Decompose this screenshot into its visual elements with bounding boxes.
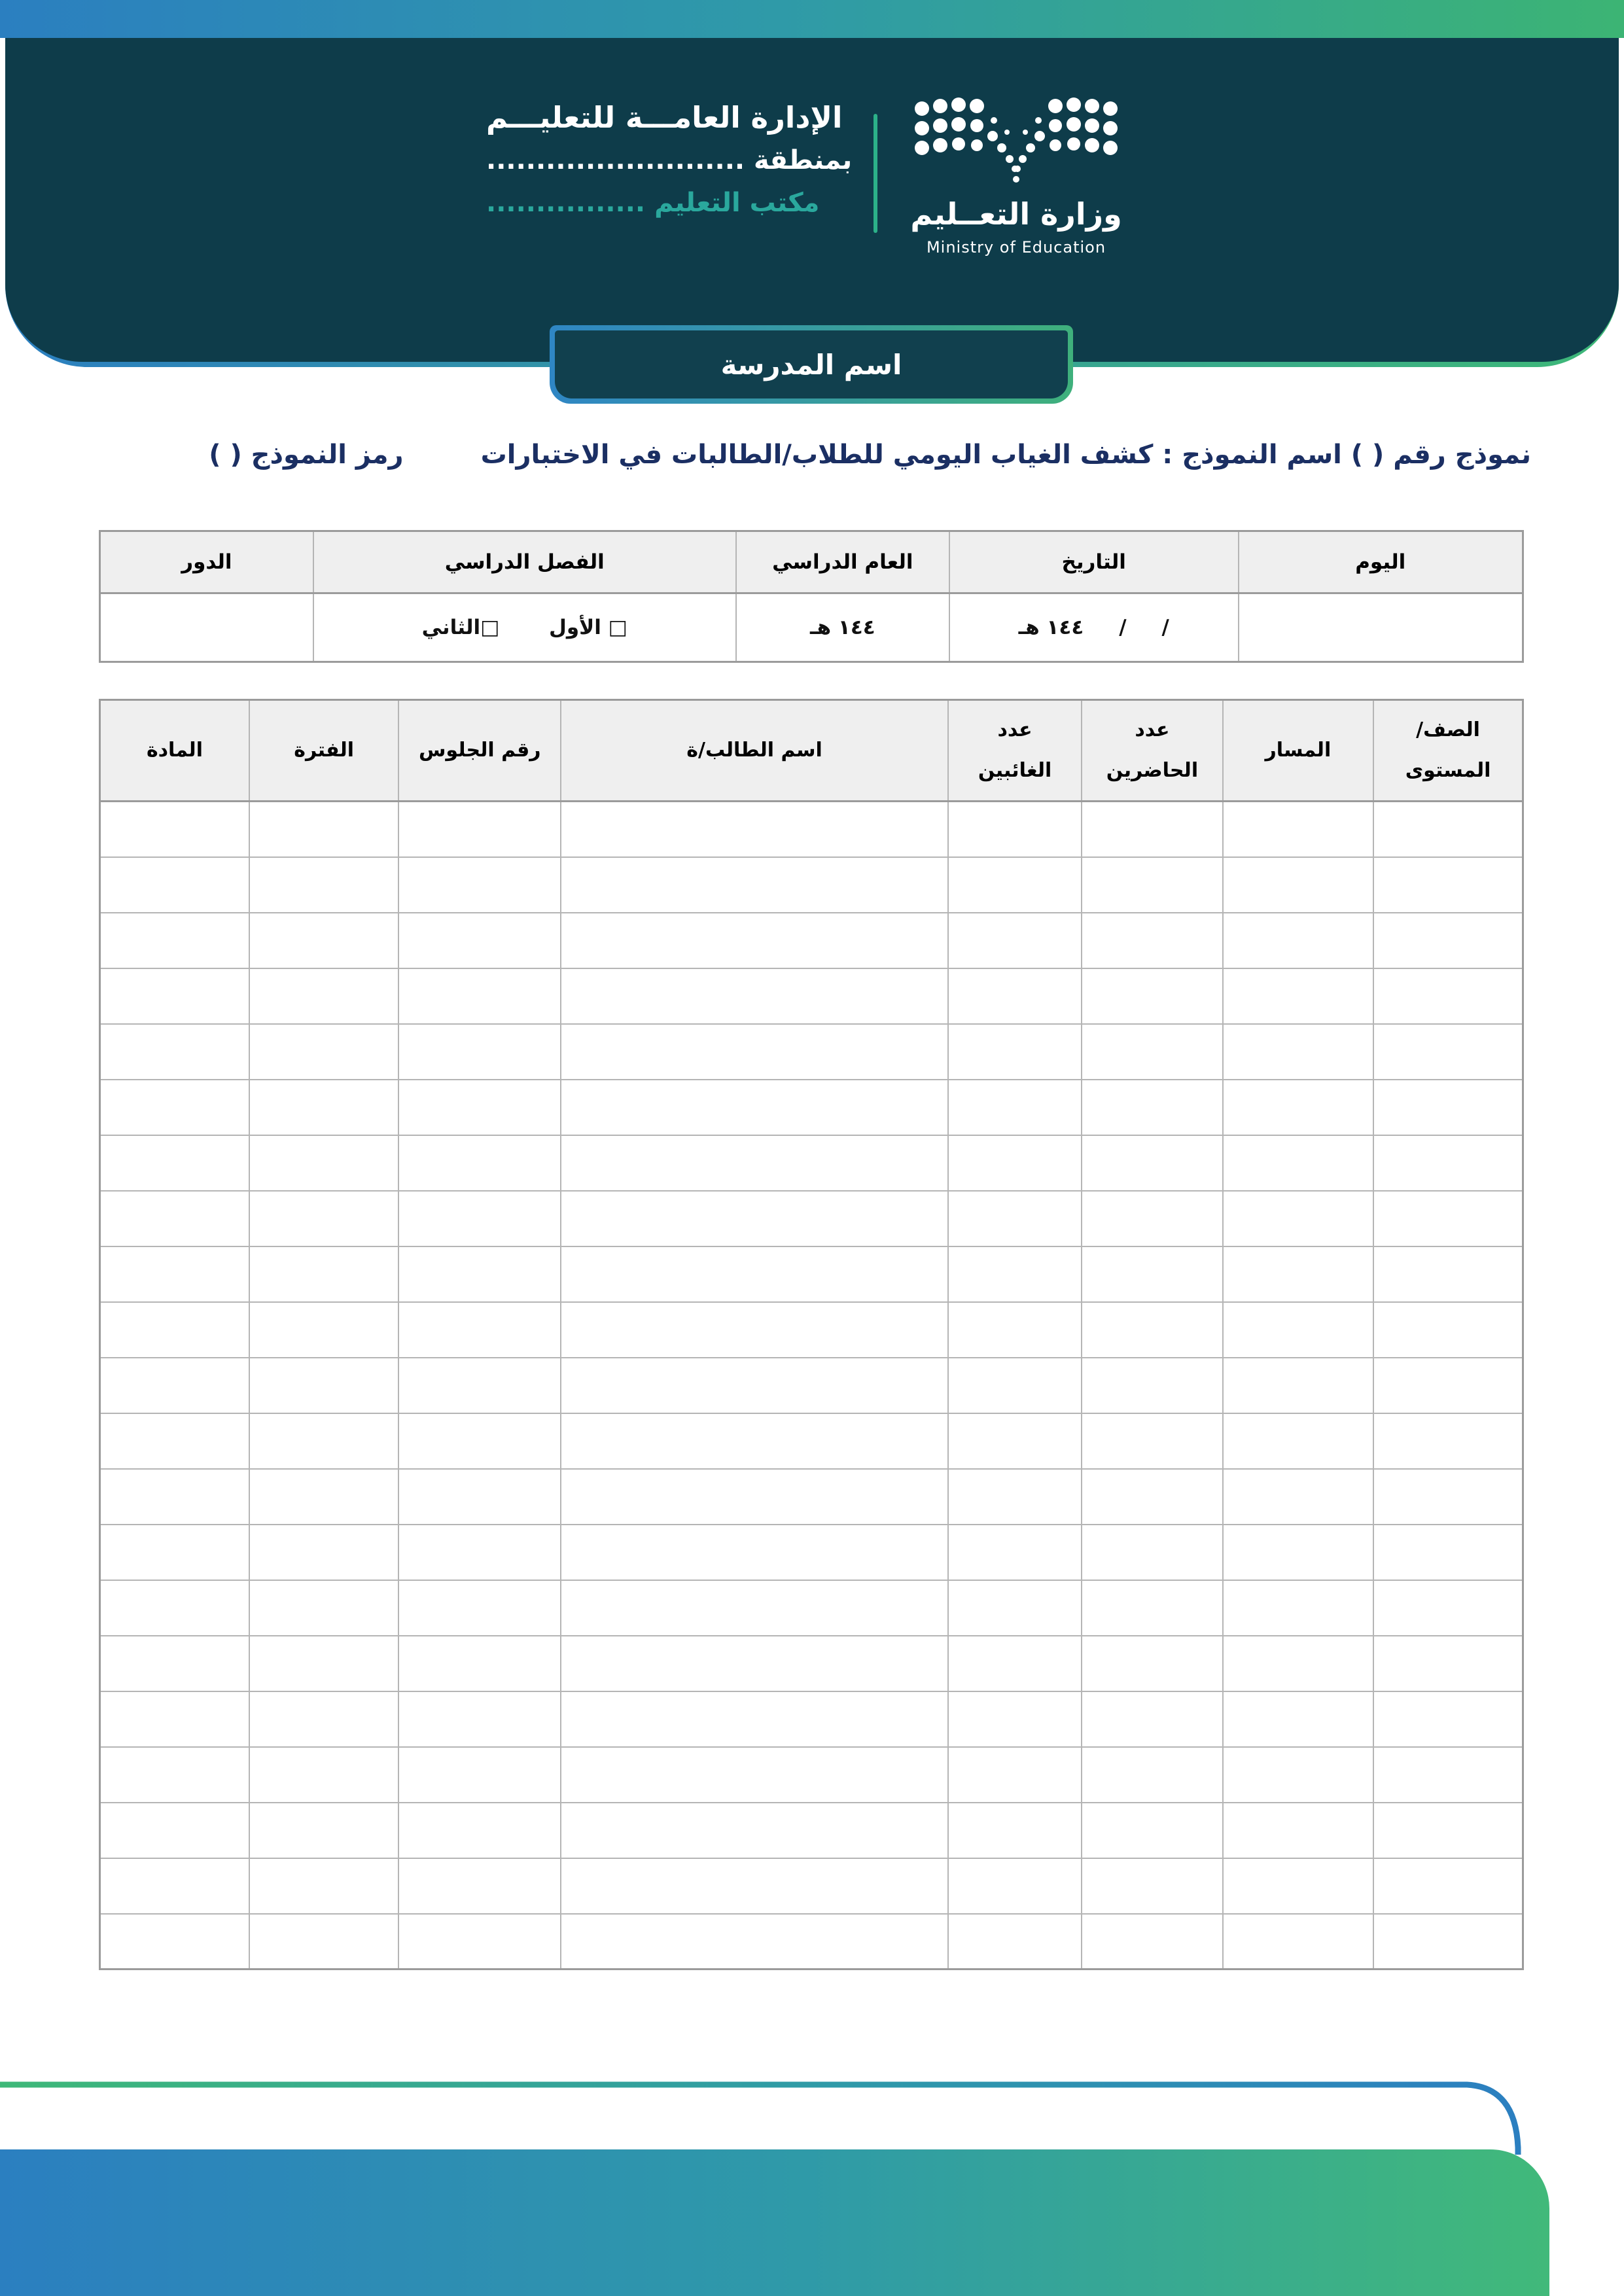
fill-in-cell[interactable] (1373, 1747, 1523, 1803)
fill-in-cell[interactable] (948, 1636, 1082, 1691)
fill-in-cell[interactable] (948, 802, 1082, 857)
fill-in-cell[interactable] (100, 1747, 249, 1803)
fill-in-cell[interactable] (561, 1080, 948, 1135)
fill-in-cell[interactable] (1082, 1636, 1222, 1691)
fill-in-cell[interactable] (1082, 1413, 1222, 1469)
fill-in-cell[interactable] (100, 1024, 249, 1080)
table-row (100, 593, 1523, 662)
header-panel-border (5, 38, 1619, 367)
fill-in-cell[interactable] (249, 1636, 398, 1691)
table-row (100, 1191, 1523, 1246)
table-row (100, 1246, 1523, 1302)
fill-in-cell[interactable] (398, 1246, 561, 1302)
fill-in-cell[interactable] (948, 1302, 1082, 1358)
fill-in-cell[interactable] (561, 1191, 948, 1246)
fill-in-cell[interactable] (1223, 1525, 1374, 1580)
table-row (100, 1358, 1523, 1413)
fill-in-cell[interactable] (1373, 968, 1523, 1024)
column-header: عدد الحاضرين (1082, 700, 1222, 802)
fill-in-cell[interactable] (100, 1413, 249, 1469)
fill-in-cell[interactable] (1082, 1358, 1222, 1413)
fill-in-cell[interactable] (100, 1580, 249, 1636)
column-header: الدور (100, 531, 313, 593)
fill-in-cell[interactable] (948, 1358, 1082, 1413)
fill-in-cell[interactable] (1223, 1024, 1374, 1080)
fill-in-cell[interactable] (398, 857, 561, 913)
fill-in-cell[interactable] (1373, 1636, 1523, 1691)
fill-in-cell[interactable] (100, 1803, 249, 1858)
fill-in-cell[interactable] (1082, 1135, 1222, 1191)
column-header: المادة (100, 700, 249, 802)
table-row (100, 1525, 1523, 1580)
table-row (100, 968, 1523, 1024)
fill-in-cell[interactable] (948, 913, 1082, 968)
fill-in-cell[interactable] (1082, 1191, 1222, 1246)
table-row (100, 1080, 1523, 1135)
fill-in-cell[interactable] (1373, 1914, 1523, 1969)
fill-in-cell[interactable] (100, 1525, 249, 1580)
top-gradient-bar (0, 0, 1624, 38)
fill-in-cell[interactable] (398, 1191, 561, 1246)
fill-in-cell[interactable] (561, 1580, 948, 1636)
fill-in-cell[interactable] (1373, 1469, 1523, 1525)
fill-in-cell[interactable] (1373, 1246, 1523, 1302)
ministry-logo-block (894, 96, 1138, 256)
fill-in-cell[interactable] (1223, 1914, 1374, 1969)
fill-in-cell[interactable] (1223, 913, 1374, 968)
table-row (100, 913, 1523, 968)
table-row (100, 1914, 1523, 1969)
fill-in-cell[interactable] (249, 1413, 398, 1469)
form-code-text: رمز النموذج ( ) (209, 440, 404, 470)
table-row (100, 1636, 1523, 1691)
fill-in-cell[interactable] (1223, 1636, 1374, 1691)
fill-in-cell[interactable] (1223, 1858, 1374, 1914)
fill-in-cell[interactable] (561, 802, 948, 857)
fill-in-cell[interactable] (1373, 1135, 1523, 1191)
fill-in-cell[interactable]: ١٤٤ هـ (736, 593, 949, 662)
fill-in-cell[interactable] (398, 1914, 561, 1969)
fill-in-cell[interactable] (1373, 857, 1523, 913)
fill-in-cell[interactable] (249, 1858, 398, 1914)
fill-in-cell[interactable] (1223, 1469, 1374, 1525)
column-header: الصف/ المستوى (1373, 700, 1523, 802)
fill-in-cell[interactable] (948, 1803, 1082, 1858)
fill-in-cell[interactable] (398, 1135, 561, 1191)
column-header: الفترة (249, 700, 398, 802)
fill-in-cell[interactable] (398, 1358, 561, 1413)
fill-in-cell[interactable] (249, 1302, 398, 1358)
form-name-text: نموذج رقم ( ) اسم النموذج : كشف الغياب اليومي للطلاب/الطالبات في الاختبارات (480, 440, 1531, 470)
table-row (100, 1580, 1523, 1636)
fill-in-cell[interactable] (1373, 1858, 1523, 1914)
fill-in-cell[interactable] (1373, 1580, 1523, 1636)
fill-in-cell[interactable] (948, 1024, 1082, 1080)
table-row (100, 1858, 1523, 1914)
fill-in-cell[interactable] (1082, 1858, 1222, 1914)
fill-in-cell[interactable] (561, 1803, 948, 1858)
table-row (100, 1024, 1523, 1080)
region-line (486, 139, 856, 182)
fill-in-cell[interactable] (249, 1525, 398, 1580)
fill-in-cell[interactable] (100, 593, 313, 662)
fill-in-cell[interactable] (948, 1580, 1082, 1636)
fill-in-cell[interactable] (1223, 802, 1374, 857)
table-row (100, 1803, 1523, 1858)
fill-in-cell[interactable] (1373, 1024, 1523, 1080)
fill-in-cell[interactable] (1082, 968, 1222, 1024)
header-row (100, 700, 1523, 802)
fill-in-cell[interactable] (561, 1914, 948, 1969)
fill-in-cell[interactable] (100, 1691, 249, 1747)
fill-in-cell[interactable] (100, 1636, 249, 1691)
school-name-label: اسم المدرسة (720, 348, 902, 381)
fill-in-cell[interactable] (249, 1914, 398, 1969)
fill-in-cell[interactable] (398, 968, 561, 1024)
table-row (100, 802, 1523, 857)
fill-in-cell[interactable] (249, 1080, 398, 1135)
fill-in-cell[interactable] (948, 857, 1082, 913)
fill-in-cell[interactable] (561, 913, 948, 968)
fill-in-cell[interactable] (948, 1413, 1082, 1469)
fill-in-cell[interactable] (1373, 1691, 1523, 1747)
fill-in-cell[interactable] (398, 1691, 561, 1747)
column-header: التاريخ (949, 531, 1239, 593)
fill-in-cell[interactable] (100, 1080, 249, 1135)
fill-in-cell[interactable] (100, 802, 249, 857)
table-row (100, 1691, 1523, 1747)
fill-in-cell[interactable] (561, 1358, 948, 1413)
ministry-title-arabic: وزارة التعــليم (910, 196, 1122, 232)
footer-outline-curve (0, 2081, 1531, 2156)
fill-in-cell[interactable] (948, 1191, 1082, 1246)
fill-in-cell[interactable] (561, 1691, 948, 1747)
fill-in-cell[interactable] (1373, 1413, 1523, 1469)
header-panel (5, 38, 1619, 362)
fill-in-cell[interactable] (100, 1246, 249, 1302)
fill-in-cell[interactable] (1082, 1525, 1222, 1580)
fill-in-cell[interactable] (1082, 802, 1222, 857)
fill-in-cell[interactable] (1223, 1080, 1374, 1135)
fill-in-cell[interactable] (561, 1636, 948, 1691)
fill-in-cell[interactable] (561, 1469, 948, 1525)
fill-in-cell[interactable] (398, 1413, 561, 1469)
fill-in-cell[interactable] (1223, 1191, 1374, 1246)
fill-in-cell[interactable] (398, 913, 561, 968)
ministry-title-english: Ministry of Education (926, 238, 1106, 256)
fill-in-cell[interactable] (1082, 1469, 1222, 1525)
fill-in-cell[interactable] (249, 857, 398, 913)
fill-in-cell[interactable] (1373, 1080, 1523, 1135)
table-row (100, 1747, 1523, 1803)
fill-in-cell[interactable] (100, 1358, 249, 1413)
fill-in-cell[interactable] (1082, 1747, 1222, 1803)
fill-in-cell[interactable] (249, 1135, 398, 1191)
fill-in-cell[interactable] (1223, 1135, 1374, 1191)
fill-in-cell[interactable] (249, 1469, 398, 1525)
fill-in-cell[interactable] (249, 913, 398, 968)
fill-in-cell[interactable] (100, 1302, 249, 1358)
fill-in-cell[interactable] (948, 1691, 1082, 1747)
education-office-line (486, 182, 856, 224)
fill-in-cell[interactable] (1082, 1246, 1222, 1302)
fill-in-cell[interactable] (398, 1803, 561, 1858)
fill-in-cell[interactable] (100, 1135, 249, 1191)
general-administration-title: الإدارة العامـــة للتعليـــم (486, 100, 843, 135)
table-row (100, 1469, 1523, 1525)
column-header: المسار (1223, 700, 1374, 802)
fill-in-cell[interactable] (561, 1246, 948, 1302)
fill-in-cell[interactable] (1373, 1191, 1523, 1246)
fill-in-cell[interactable] (948, 1469, 1082, 1525)
fill-in-cell[interactable] (1223, 1747, 1374, 1803)
fill-in-cell[interactable] (1373, 1803, 1523, 1858)
fill-in-cell[interactable] (1223, 1413, 1374, 1469)
attendance-table (99, 699, 1524, 1970)
fill-in-cell[interactable] (100, 913, 249, 968)
fill-in-cell[interactable] (948, 968, 1082, 1024)
form-title-line (209, 440, 1531, 470)
fill-in-cell[interactable] (398, 1080, 561, 1135)
fill-in-cell[interactable] (1082, 1302, 1222, 1358)
fill-in-cell[interactable] (948, 1525, 1082, 1580)
footer-gradient-band (0, 2149, 1549, 2296)
fill-in-cell[interactable] (249, 1747, 398, 1803)
fill-in-cell[interactable] (1223, 1580, 1374, 1636)
table-row (100, 1413, 1523, 1469)
column-header: اسم الطالب/ة (561, 700, 948, 802)
fill-in-cell[interactable]: / / ١٤٤ هـ (949, 593, 1239, 662)
fill-in-cell[interactable] (1223, 1302, 1374, 1358)
fill-in-cell[interactable] (561, 1858, 948, 1914)
fill-in-cell[interactable] (1223, 1358, 1374, 1413)
fill-in-cell[interactable] (1082, 857, 1222, 913)
fill-in-cell[interactable] (100, 1469, 249, 1525)
fill-in-cell[interactable] (249, 802, 398, 857)
fill-in-cell[interactable] (1223, 1246, 1374, 1302)
fill-in-cell[interactable] (398, 802, 561, 857)
education-office-fill-in-dots[interactable]: ................ (486, 188, 646, 218)
fill-in-cell[interactable] (100, 1914, 249, 1969)
table-row (100, 1135, 1523, 1191)
region-label: بمنطقة (754, 145, 853, 175)
school-name-box-inner (555, 330, 1068, 398)
header-separator-line (874, 114, 877, 233)
fill-in-cell[interactable] (561, 857, 948, 913)
fill-in-cell[interactable] (1082, 1024, 1222, 1080)
fill-in-cell[interactable] (948, 1747, 1082, 1803)
fill-in-cell[interactable] (1223, 1691, 1374, 1747)
table-row (100, 857, 1523, 913)
fill-in-cell[interactable] (249, 1358, 398, 1413)
fill-in-cell[interactable] (249, 1803, 398, 1858)
school-name-box (550, 325, 1073, 404)
fill-in-cell[interactable] (561, 1135, 948, 1191)
ministry-of-education-logo-icon (908, 96, 1124, 187)
fill-in-cell[interactable] (1373, 1358, 1523, 1413)
education-office-label: مكتب التعليم (654, 188, 820, 218)
fill-in-cell[interactable] (1082, 913, 1222, 968)
fill-in-cell[interactable] (398, 1858, 561, 1914)
fill-in-cell[interactable] (1223, 1803, 1374, 1858)
fill-in-cell[interactable] (249, 1191, 398, 1246)
fill-in-cell[interactable] (948, 1135, 1082, 1191)
fill-in-cell[interactable] (398, 1580, 561, 1636)
fill-in-cell[interactable] (1082, 1080, 1222, 1135)
fill-in-cell[interactable] (1373, 913, 1523, 968)
fill-in-cell[interactable] (948, 1080, 1082, 1135)
fill-in-cell[interactable] (1373, 1302, 1523, 1358)
fill-in-cell[interactable] (398, 1636, 561, 1691)
fill-in-cell[interactable] (561, 968, 948, 1024)
fill-in-cell[interactable] (249, 1580, 398, 1636)
fill-in-cell[interactable] (1373, 1525, 1523, 1580)
fill-in-cell[interactable] (1373, 802, 1523, 857)
column-header: رقم الجلوس (398, 700, 561, 802)
fill-in-cell[interactable] (398, 1747, 561, 1803)
column-header: اليوم (1239, 531, 1523, 593)
column-header: عدد الغائبين (948, 700, 1082, 802)
fill-in-cell[interactable]: □ الأول □الثاني (313, 593, 736, 662)
region-fill-in-dots[interactable]: .......................... (486, 145, 745, 175)
fill-in-cell[interactable] (398, 1024, 561, 1080)
header-content (5, 96, 1619, 256)
fill-in-cell[interactable] (398, 1302, 561, 1358)
fill-in-cell[interactable] (1082, 1914, 1222, 1969)
header-row (100, 531, 1523, 593)
fill-in-cell[interactable] (561, 1024, 948, 1080)
fill-in-cell[interactable] (100, 1858, 249, 1914)
fill-in-cell[interactable] (561, 1413, 948, 1469)
fill-in-cell[interactable] (100, 857, 249, 913)
fill-in-cell[interactable] (249, 1246, 398, 1302)
fill-in-cell[interactable] (561, 1747, 948, 1803)
fill-in-cell[interactable] (561, 1525, 948, 1580)
fill-in-cell[interactable] (398, 1469, 561, 1525)
fill-in-cell[interactable] (948, 1914, 1082, 1969)
department-text-block (486, 96, 856, 224)
fill-in-cell[interactable] (948, 1858, 1082, 1914)
fill-in-cell[interactable] (100, 1191, 249, 1246)
fill-in-cell[interactable] (1223, 857, 1374, 913)
fill-in-cell[interactable] (249, 1024, 398, 1080)
fill-in-cell[interactable] (1239, 593, 1523, 662)
fill-in-cell[interactable] (398, 1525, 561, 1580)
fill-in-cell[interactable] (1082, 1803, 1222, 1858)
fill-in-cell[interactable] (1082, 1580, 1222, 1636)
fill-in-cell[interactable] (100, 968, 249, 1024)
table-row (100, 1302, 1523, 1358)
fill-in-cell[interactable] (249, 968, 398, 1024)
column-header: الفصل الدراسي (313, 531, 736, 593)
fill-in-cell[interactable] (1223, 968, 1374, 1024)
fill-in-cell[interactable] (948, 1246, 1082, 1302)
fill-in-cell[interactable] (1082, 1691, 1222, 1747)
exam-info-table (99, 530, 1524, 663)
fill-in-cell[interactable] (249, 1691, 398, 1747)
column-header: العام الدراسي (736, 531, 949, 593)
fill-in-cell[interactable] (561, 1302, 948, 1358)
